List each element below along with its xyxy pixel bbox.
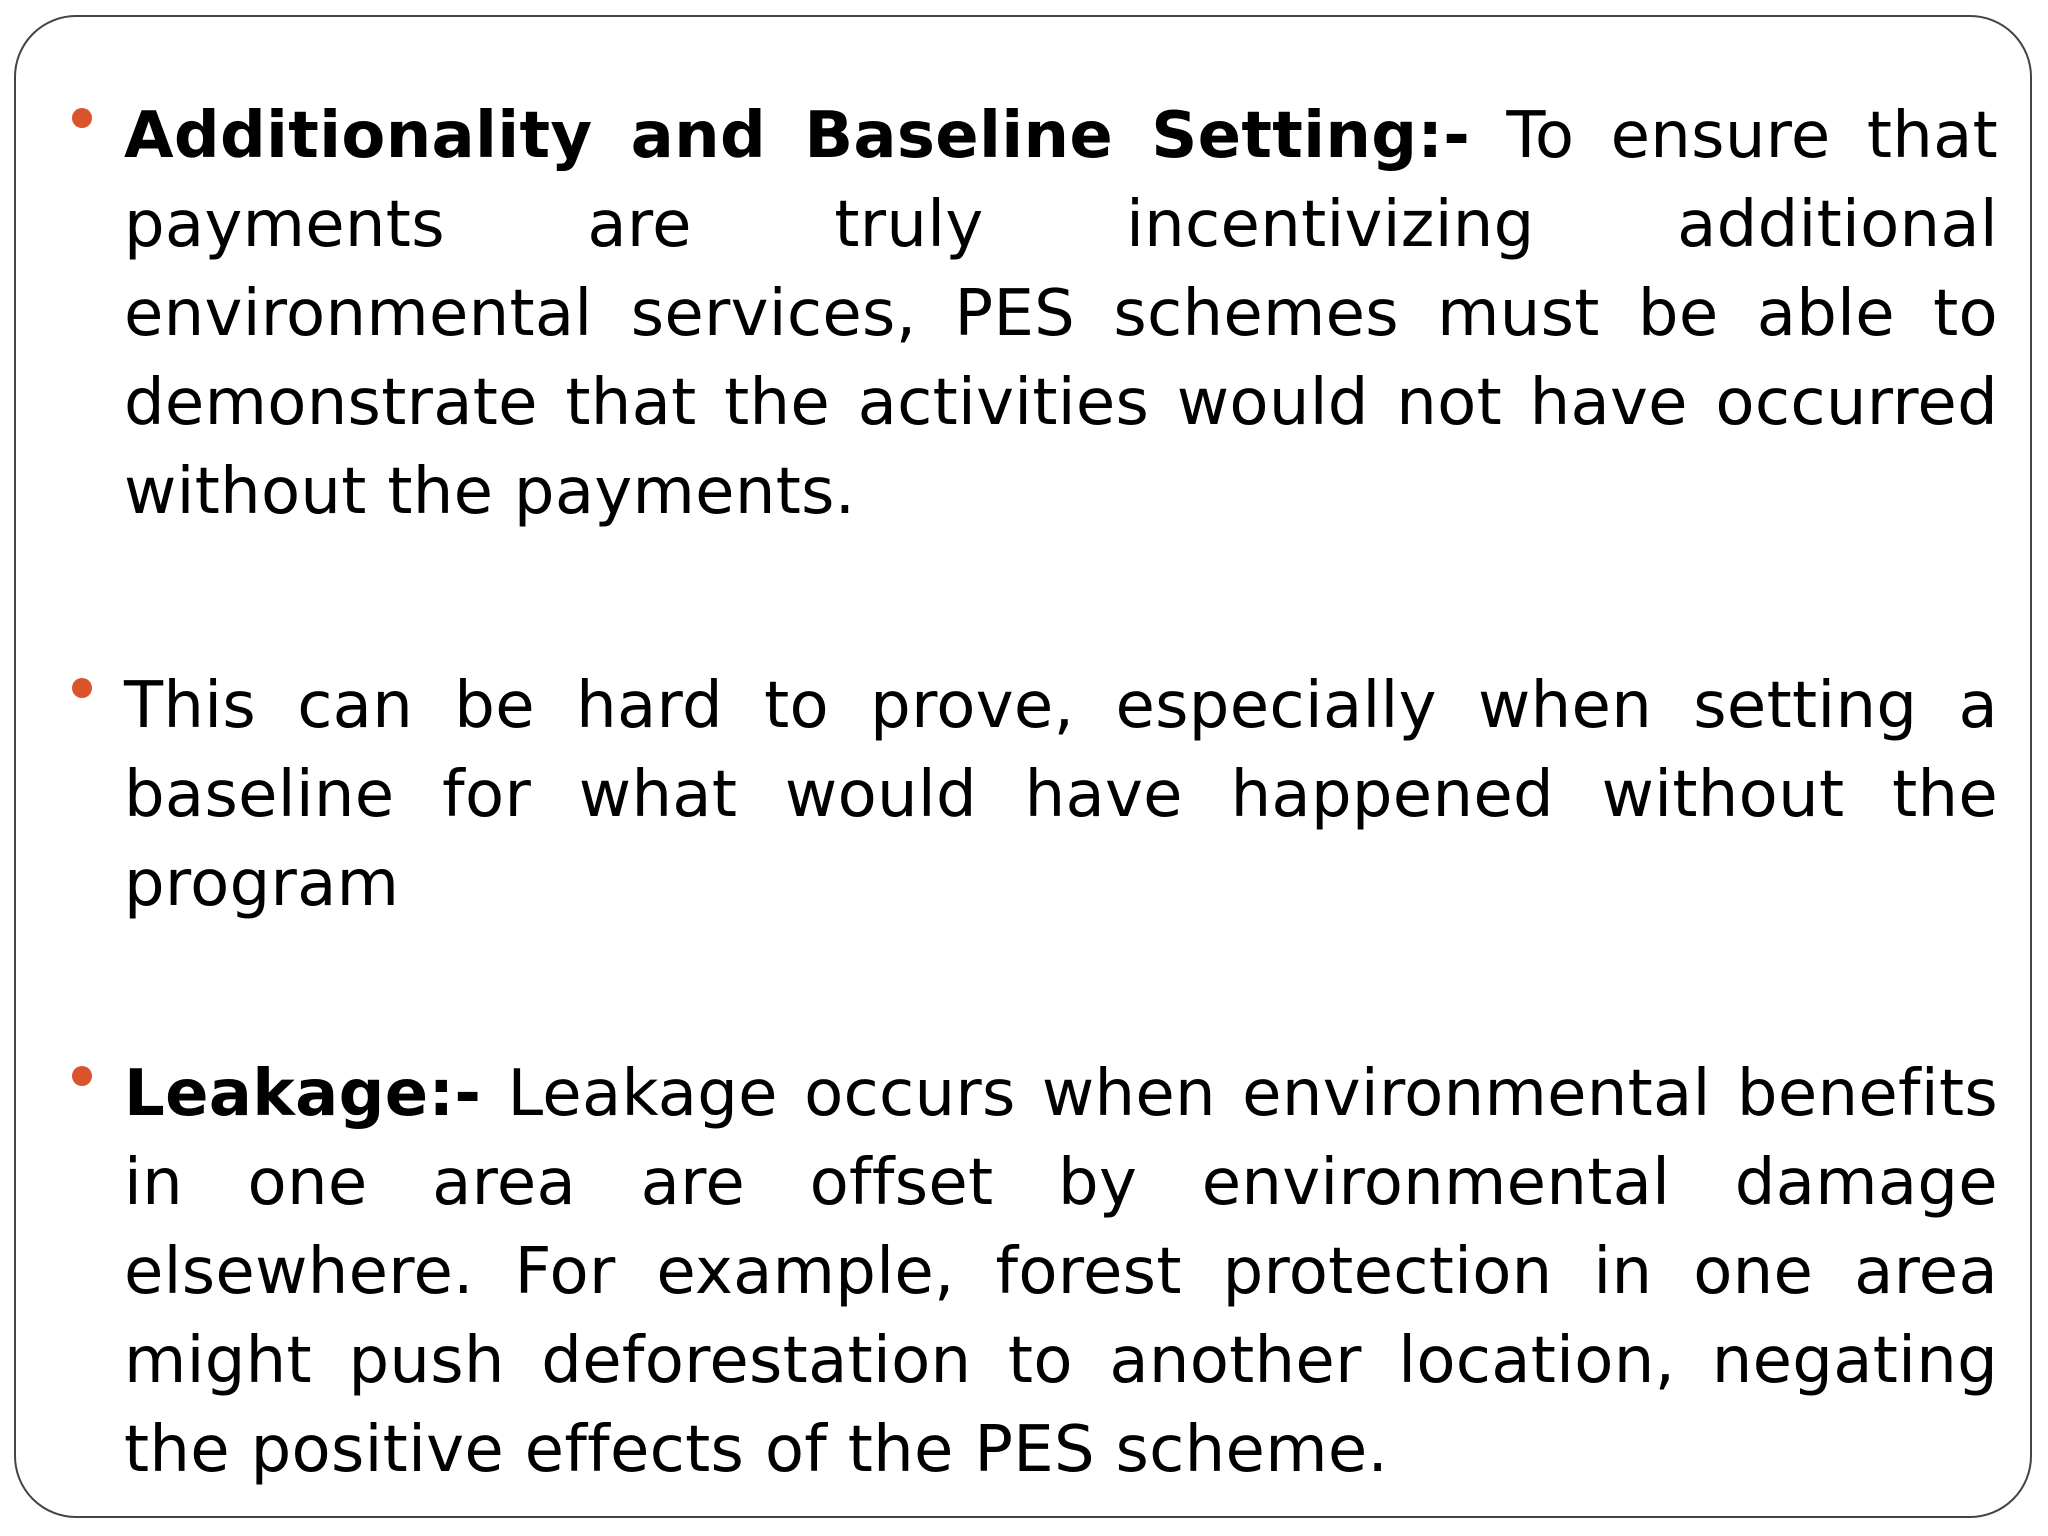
bullet-lead-term: Additionality and Baseline Setting:-: [124, 99, 1471, 173]
bullet-paragraph: [124, 662, 1998, 929]
bullet-body-text: This can be hard to prove, especially when setting a baseline for what would have happened without the program: [124, 669, 1998, 921]
slide-frame: [14, 15, 2032, 1518]
bullet-lead-term: Leakage:-: [124, 1057, 482, 1131]
bullet-paragraph: [124, 1050, 1998, 1495]
bullet-dot-icon: [72, 678, 92, 698]
bullet-list: [16, 17, 2030, 1516]
bullet-paragraph: [124, 92, 1998, 537]
bullet-body-text: Leakage occurs when environmental benefits in one area are offset by environmental damage elsewhere. For example, forest protection in one area might push deforestation to another location, negating the positive effects of the PES scheme.: [124, 1057, 1998, 1487]
bullet-body-text: To ensure that payments are truly incentivizing additional environmental services, PES schemes must be able to demonstrate that the activities would not have occurred without the payments.: [124, 99, 1998, 529]
bullet-dot-icon: [72, 108, 92, 128]
bullet-dot-icon: [72, 1066, 92, 1086]
